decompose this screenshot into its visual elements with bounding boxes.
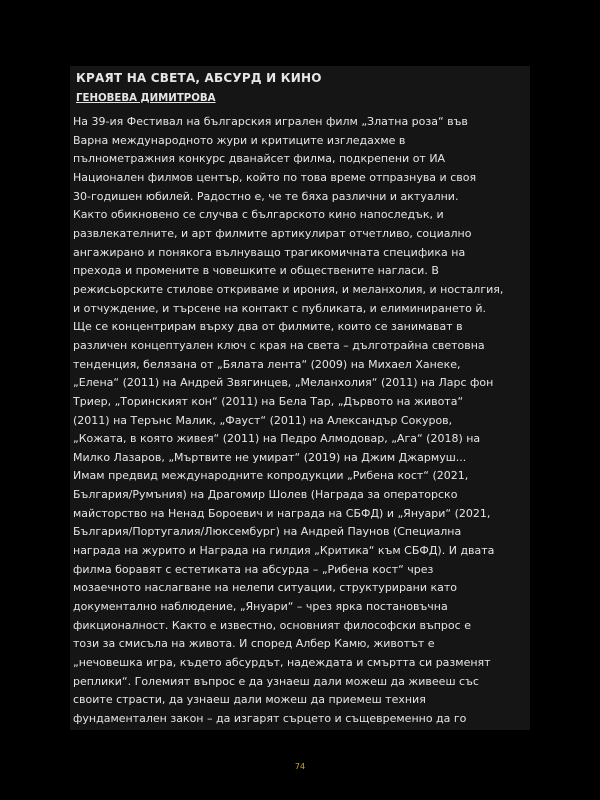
page-number: 74 bbox=[294, 762, 306, 771]
article-panel bbox=[70, 66, 530, 730]
article-body: На 39-ия Фестивал на българския игрален филм „Златна роза“ във Варна международното жури и критиците изгледахме в пълнометражния конкурс дванайсет филма, подкрепени от ИА Национален филмов център, който по това време отпразнува и своя 30-годишен юбилей. Радостно е, че те бяха различни и актуални. Както обикновено се случва с българското кино напоследък, и развлекателните, и арт филмите артикулират отчетливо, социално ангажирано и понякога вълнуващо трагикомичната специфика на прехода и промените в човешките и обществените нагласи. В режисьорските стилове откриваме и ирония, и меланхолия, и носталгия, и отчуждение, и търсене на контакт с публиката, и елиминирането й. Ще се концентрирам върху два от филмите, които се занимават в различен концептуален ключ с края на света – дълготрайна световна тенденция, белязана от „Бялата лента“ (2009) на Михаел Ханеке, „Елена“ (2011) на Андрей Звягинцев, „Меланхолия“ (2011) на Ларс фон Триер, „Торинският кон“ (2011) на Бела Тар, „Дървото на живота“ (2011) на Терънс Малик, „Фауст“ (2011) на Александър Сокуров, „Кожата, в която живея“ (2011) на Педро Алмодовар, „Ага“ (2018) на Милко Лазаров, „Мъртвите не умират“ (2019) на Джим Джармуш... Имам предвид международните копродукции „Рибена кост“ (2021, България/Румъния) на Драгомир Шолев (Награда за операторско майсторство на Ненад Бороевич и награда на СБФД) и „Януари“ (2021, България/Португалия/Люксембург) на Андрей Паунов (Специална награда на журито и Награда на гилдия „Критика“ към СБФД). И двата филма боравят с естетиката на абсурда – „Рибена кост“ чрез мозаечното наслагване на нелепи ситуации, структурирани като документално наблюдение, „Януари“ – чрез ярка постановъчна фикционалност. Както е известно, основният философски въпрос е този за смисъла на живота. И според Албер Камю, животът е „нечовешка игра, където абсурдът, надеждата и смъртта си разменят реплики“. Големият въпрос е да узнаеш дали можеш да живееш със своите страсти, да узнаеш дали можеш да приемеш техния фундаментален закон – да изгарят сърцето и същевременно да го bbox=[73, 115, 504, 725]
article-title: КРАЯТ НА СВЕТА, АБСУРД И КИНО bbox=[76, 71, 322, 85]
article-author: ГЕНОВЕВА ДИМИТРОВА bbox=[76, 93, 216, 104]
